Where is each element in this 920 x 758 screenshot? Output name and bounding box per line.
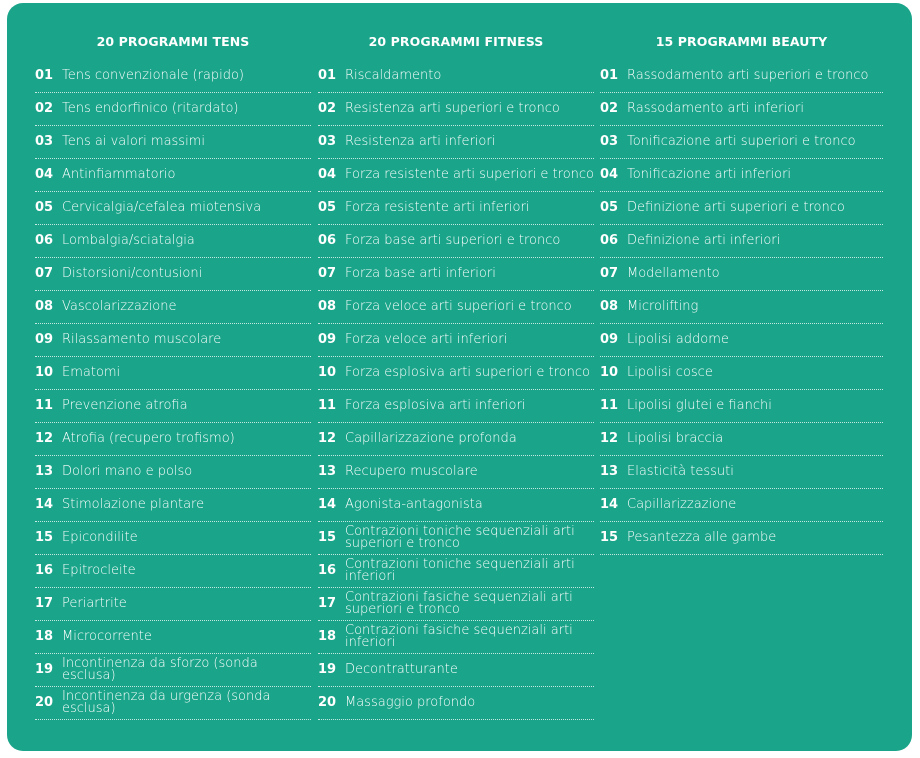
- program-label: [627, 423, 883, 455]
- program-row: [318, 423, 594, 456]
- program-row: [35, 60, 311, 93]
- program-number: 10: [35, 365, 54, 380]
- program-row: [600, 423, 883, 456]
- program-label: [627, 60, 883, 92]
- program-number: 04: [600, 167, 619, 182]
- program-number: 14: [600, 497, 619, 512]
- program-row: [600, 60, 883, 93]
- program-label: [345, 390, 594, 422]
- program-row: [318, 357, 594, 390]
- program-number: 04: [35, 167, 54, 182]
- program-number: 04: [318, 167, 337, 182]
- program-row: [35, 456, 311, 489]
- program-label-text: Pesantezza alle gambe: [627, 529, 777, 545]
- program-label: [627, 522, 883, 554]
- program-number: 18: [35, 629, 54, 644]
- program-label: [627, 456, 883, 488]
- program-row: [35, 522, 311, 555]
- program-row: [318, 555, 594, 588]
- program-label: [62, 588, 311, 620]
- program-number: 01: [318, 68, 337, 83]
- program-label: [62, 687, 311, 719]
- program-number: 08: [35, 299, 54, 314]
- program-number: 02: [600, 101, 619, 116]
- program-label: [62, 621, 311, 653]
- program-label: [345, 489, 594, 521]
- program-label: [627, 258, 883, 290]
- program-number: 03: [318, 134, 337, 149]
- program-label-text: Microlifting: [627, 298, 699, 314]
- program-number: 06: [318, 233, 337, 248]
- program-label-text: Lipolisi cosce: [627, 364, 713, 380]
- program-label-text: Epicondilite: [62, 529, 138, 545]
- program-label: [345, 60, 594, 92]
- program-label: [345, 159, 594, 191]
- program-number: 20: [318, 695, 337, 710]
- program-label-text: Forza veloce arti inferiori: [345, 331, 508, 347]
- program-label-text: Rassodamento arti inferiori: [627, 100, 804, 116]
- program-label-text: Periartrite: [62, 595, 127, 611]
- program-label: [345, 126, 594, 158]
- program-row: [35, 192, 311, 225]
- program-label: [345, 423, 594, 455]
- program-label: [345, 192, 594, 224]
- program-label: [345, 588, 594, 620]
- column-title: 20 PROGRAMMI FITNESS: [368, 34, 544, 49]
- program-number: 19: [35, 662, 54, 677]
- program-number: 13: [35, 464, 54, 479]
- program-row: [318, 687, 594, 720]
- program-number: 11: [318, 398, 337, 413]
- program-label-text: Riscaldamento: [345, 67, 442, 83]
- program-row: [35, 621, 311, 654]
- program-number: 07: [600, 266, 619, 281]
- program-number: 10: [600, 365, 619, 380]
- program-row: [600, 126, 883, 159]
- program-label: [62, 192, 311, 224]
- program-label-text: Resistenza arti inferiori: [345, 133, 496, 149]
- program-label-text: Agonista-antagonista: [345, 496, 483, 512]
- program-row: [318, 456, 594, 489]
- program-label-text: Tens convenzionale (rapido): [62, 67, 245, 83]
- program-label: [345, 687, 594, 719]
- program-list: [600, 60, 883, 555]
- program-label: [62, 357, 311, 389]
- program-label-text: Modellamento: [627, 265, 720, 281]
- program-label: [345, 654, 594, 686]
- program-row: [600, 522, 883, 555]
- program-number: 18: [318, 629, 337, 644]
- program-label: [62, 225, 311, 257]
- program-number: 08: [318, 299, 337, 314]
- program-label-text: Definizione arti superiori e tronco: [627, 199, 845, 215]
- program-row: [318, 522, 594, 555]
- program-label: [345, 93, 594, 125]
- program-number: 10: [318, 365, 337, 380]
- program-number: 07: [318, 266, 337, 281]
- program-label-text: Distorsioni/contusioni: [62, 265, 203, 281]
- program-label: [62, 258, 311, 290]
- program-label: [62, 489, 311, 521]
- program-label-text: Stimolazione plantare: [62, 496, 205, 512]
- program-label-text: Atrofia (recupero trofismo): [62, 430, 235, 446]
- program-label: [62, 654, 311, 686]
- program-row: [600, 456, 883, 489]
- program-label-text: Elasticità tessuti: [627, 463, 734, 479]
- program-label: [62, 324, 311, 356]
- program-label: [62, 126, 311, 158]
- program-row: [318, 93, 594, 126]
- program-row: [318, 390, 594, 423]
- program-row: [318, 126, 594, 159]
- program-number: 12: [35, 431, 54, 446]
- program-label-text: Decontratturante: [345, 661, 458, 677]
- program-label: [62, 522, 311, 554]
- program-row: [318, 489, 594, 522]
- program-number: 16: [35, 563, 54, 578]
- program-row: [318, 60, 594, 93]
- program-label: [345, 357, 594, 389]
- program-label: [62, 159, 311, 191]
- program-label: [345, 456, 594, 488]
- program-label: [62, 291, 311, 323]
- program-row: [35, 588, 311, 621]
- program-label-text: Epitrocleite: [62, 562, 136, 578]
- program-label-text: Forza base arti inferiori: [345, 265, 496, 281]
- program-label: [627, 126, 883, 158]
- program-label-text: Contrazioni fasiche sequenziali arti inferiori: [345, 622, 573, 650]
- program-row: [35, 654, 311, 687]
- program-label: [627, 489, 883, 521]
- program-label-text: Dolori mano e polso: [62, 463, 193, 479]
- program-label-text: Lipolisi braccia: [627, 430, 724, 446]
- program-row: [35, 225, 311, 258]
- program-row: [35, 324, 311, 357]
- program-number: 17: [318, 596, 337, 611]
- program-number: 13: [600, 464, 619, 479]
- program-number: 08: [600, 299, 619, 314]
- program-label: [345, 324, 594, 356]
- program-row: [35, 423, 311, 456]
- program-label-text: Rassodamento arti superiori e tronco: [627, 67, 869, 83]
- program-row: [35, 159, 311, 192]
- program-number: 06: [600, 233, 619, 248]
- program-label: [627, 324, 883, 356]
- program-row: [35, 93, 311, 126]
- program-row: [35, 687, 311, 720]
- program-row: [318, 159, 594, 192]
- program-label-text: Recupero muscolare: [345, 463, 478, 479]
- program-label-text: Microcorrente: [62, 628, 152, 644]
- programs-panel: [7, 3, 912, 751]
- program-number: 02: [318, 101, 337, 116]
- program-number: 15: [600, 530, 619, 545]
- program-label-text: Vascolarizzazione: [62, 298, 177, 314]
- program-list: [35, 60, 311, 720]
- program-label-text: Contrazioni fasiche sequenziali arti superiori e tronco: [345, 589, 573, 617]
- program-label: [345, 555, 594, 587]
- program-row: [600, 357, 883, 390]
- program-number: 12: [600, 431, 619, 446]
- program-row: [35, 390, 311, 423]
- program-row: [318, 225, 594, 258]
- program-number: 01: [35, 68, 54, 83]
- program-label-text: Forza esplosiva arti superiori e tronco: [345, 364, 590, 380]
- program-row: [35, 258, 311, 291]
- program-list: [318, 60, 594, 720]
- program-number: 09: [318, 332, 337, 347]
- program-label-text: Forza veloce arti superiori e tronco: [345, 298, 572, 314]
- program-row: [318, 291, 594, 324]
- program-number: 17: [35, 596, 54, 611]
- program-label-text: Massaggio profondo: [345, 694, 476, 710]
- program-label-text: Forza resistente arti superiori e tronco: [345, 166, 595, 182]
- program-number: 01: [600, 68, 619, 83]
- program-number: 14: [35, 497, 54, 512]
- program-number: 09: [35, 332, 54, 347]
- program-label: [345, 225, 594, 257]
- program-row: [318, 621, 594, 654]
- program-label-text: Resistenza arti superiori e tronco: [345, 100, 560, 116]
- program-row: [600, 159, 883, 192]
- program-label-text: Tens endorfinico (ritardato): [62, 100, 239, 116]
- program-label-text: Definizione arti inferiori: [627, 232, 781, 248]
- program-label-text: Incontinenza da urgenza (sonda esclusa): [62, 688, 271, 716]
- program-number: 20: [35, 695, 54, 710]
- program-label: [345, 621, 594, 653]
- program-row: [318, 588, 594, 621]
- program-number: 11: [35, 398, 54, 413]
- program-label: [627, 357, 883, 389]
- program-label-text: Tonificazione arti inferiori: [627, 166, 792, 182]
- program-number: 14: [318, 497, 337, 512]
- program-label-text: Contrazioni toniche sequenziali arti inferiori: [345, 556, 575, 584]
- program-number: 11: [600, 398, 619, 413]
- program-row: [318, 192, 594, 225]
- column-title: 20 PROGRAMMI TENS: [96, 34, 250, 49]
- program-label-text: Tonificazione arti superiori e tronco: [627, 133, 856, 149]
- program-row: [35, 291, 311, 324]
- program-label-text: Tens ai valori massimi: [62, 133, 205, 149]
- program-number: 15: [318, 530, 337, 545]
- program-label-text: Capillarizzazione: [627, 496, 737, 512]
- program-label: [627, 192, 883, 224]
- program-label-text: Cervicalgia/cefalea miotensiva: [62, 199, 262, 215]
- program-label-text: Forza resistente arti inferiori: [345, 199, 530, 215]
- program-label: [627, 390, 883, 422]
- program-row: [600, 291, 883, 324]
- program-number: 16: [318, 563, 337, 578]
- program-number: 19: [318, 662, 337, 677]
- program-label: [627, 225, 883, 257]
- program-number: 03: [35, 134, 54, 149]
- program-label: [627, 159, 883, 191]
- program-row: [35, 126, 311, 159]
- program-label-text: Forza base arti superiori e tronco: [345, 232, 561, 248]
- program-label: [62, 390, 311, 422]
- program-label-text: Lipolisi glutei e fianchi: [627, 397, 772, 413]
- program-row: [600, 390, 883, 423]
- column-title: 15 PROGRAMMI BEAUTY: [655, 34, 828, 49]
- program-number: 09: [600, 332, 619, 347]
- program-row: [35, 555, 311, 588]
- program-row: [35, 489, 311, 522]
- program-number: 05: [600, 200, 619, 215]
- program-label: [345, 258, 594, 290]
- program-label-text: Lipolisi addome: [627, 331, 729, 347]
- program-label-text: Lombalgia/sciatalgia: [62, 232, 195, 248]
- program-row: [318, 654, 594, 687]
- program-row: [600, 225, 883, 258]
- program-row: [600, 192, 883, 225]
- program-row: [318, 324, 594, 357]
- program-row: [600, 258, 883, 291]
- program-label: [345, 522, 594, 554]
- program-number: 15: [35, 530, 54, 545]
- program-number: 05: [35, 200, 54, 215]
- program-row: [600, 93, 883, 126]
- program-label-text: Antinfiammatorio: [62, 166, 176, 182]
- program-number: 03: [600, 134, 619, 149]
- program-number: 13: [318, 464, 337, 479]
- program-label: [62, 423, 311, 455]
- program-label: [627, 291, 883, 323]
- program-label-text: Rilassamento muscolare: [62, 331, 222, 347]
- program-row: [35, 357, 311, 390]
- program-label-text: Ematomi: [62, 364, 121, 380]
- program-label: [62, 60, 311, 92]
- program-label: [62, 93, 311, 125]
- program-label-text: Forza esplosiva arti inferiori: [345, 397, 526, 413]
- program-label-text: Prevenzione atrofia: [62, 397, 188, 413]
- program-number: 12: [318, 431, 337, 446]
- program-label: [62, 456, 311, 488]
- program-label: [345, 291, 594, 323]
- program-label: [627, 93, 883, 125]
- program-row: [600, 324, 883, 357]
- program-number: 05: [318, 200, 337, 215]
- program-number: 06: [35, 233, 54, 248]
- program-number: 07: [35, 266, 54, 281]
- program-label: [62, 555, 311, 587]
- program-number: 02: [35, 101, 54, 116]
- program-label-text: Contrazioni toniche sequenziali arti superiori e tronco: [345, 523, 575, 551]
- program-label-text: Incontinenza da sforzo (sonda esclusa): [62, 655, 258, 683]
- program-row: [600, 489, 883, 522]
- program-row: [318, 258, 594, 291]
- program-label-text: Capillarizzazione profonda: [345, 430, 517, 446]
